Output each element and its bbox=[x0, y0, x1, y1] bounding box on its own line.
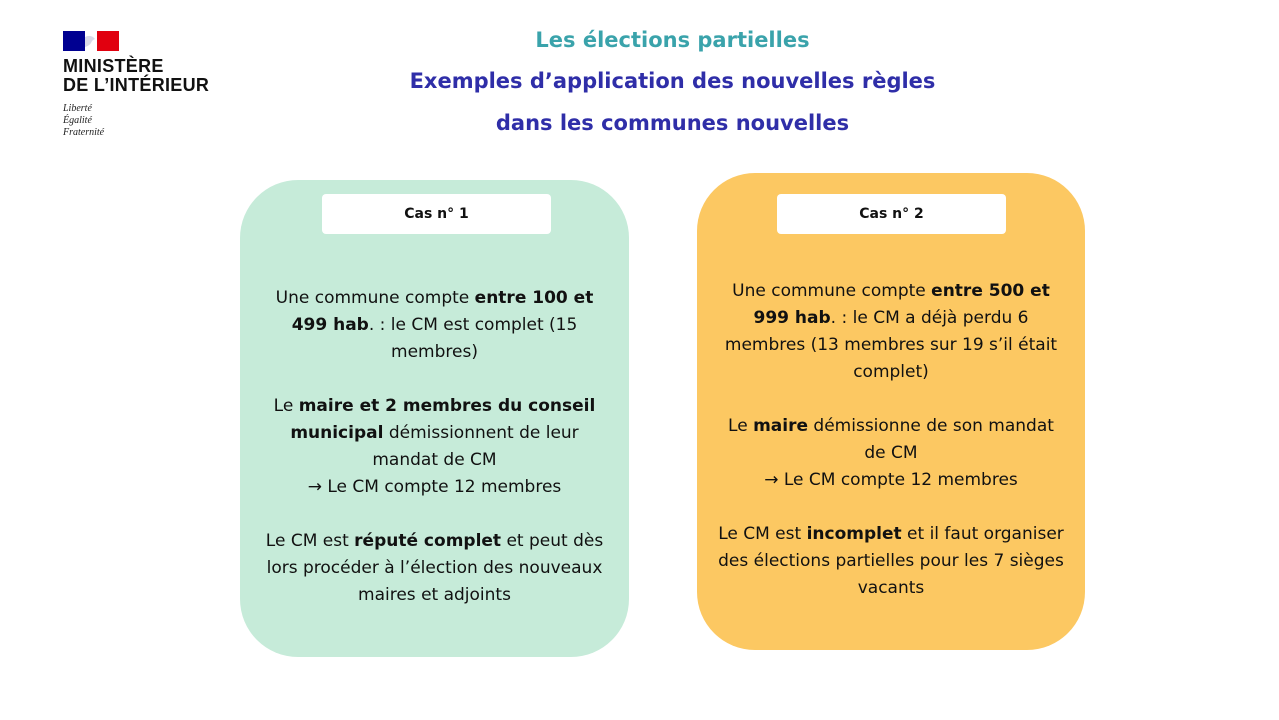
case-1-p1-text: Une commune compte bbox=[275, 288, 475, 308]
case-2-body bbox=[715, 278, 1067, 602]
case-1-paragraph-2 bbox=[258, 393, 611, 501]
ministry-name-line1: MINISTÈRE bbox=[63, 56, 164, 76]
case-1-p2-text-end: démissionnent de leur mandat de CM bbox=[372, 423, 579, 470]
french-flag-icon bbox=[63, 31, 119, 51]
case-2-paragraph-2 bbox=[715, 413, 1067, 494]
case-2-p2-result: Le CM compte 12 membres bbox=[778, 470, 1018, 490]
case-2-p2-text-end: démissionne de son mandat de CM bbox=[808, 416, 1054, 463]
case-2-p2-bold: maire bbox=[753, 416, 809, 436]
case-1-paragraph-3 bbox=[258, 528, 611, 609]
page-title: Les élections partielles bbox=[535, 28, 810, 52]
case-1-p1-bold: entre 100 et 499 hab bbox=[291, 288, 594, 335]
slide-header bbox=[340, 26, 1005, 137]
case-2-label: Cas n° 2 bbox=[777, 194, 1006, 234]
republic-motto bbox=[63, 103, 243, 139]
case-2-p2-text: Le bbox=[728, 416, 754, 436]
ministry-logo bbox=[63, 31, 243, 139]
ministry-name-line2: DE L’INTÉRIEUR bbox=[63, 75, 210, 95]
arrow-right-icon: → bbox=[764, 470, 779, 490]
case-2-card bbox=[697, 173, 1085, 650]
case-1-p2-bold: maire et 2 membres du conseil municipal bbox=[290, 396, 596, 443]
case-2-p1-bold: entre 500 et 999 hab bbox=[753, 281, 1050, 328]
case-1-card bbox=[240, 180, 629, 657]
case-1-body bbox=[258, 285, 611, 609]
page-subtitle-line2: dans les communes nouvelles bbox=[495, 111, 850, 135]
case-2-paragraph-3 bbox=[715, 521, 1067, 602]
case-1-label: Cas n° 1 bbox=[322, 194, 551, 234]
case-2-p3-text: Le CM est bbox=[718, 524, 807, 544]
case-1-p2-result: Le CM compte 12 membres bbox=[321, 477, 562, 497]
case-1-p3-bold: réputé complet bbox=[354, 531, 502, 551]
case-1-p2-text: Le bbox=[273, 396, 299, 416]
ministry-name bbox=[63, 57, 243, 95]
motto-egalite: Égalité bbox=[63, 115, 92, 126]
case-2-p3-text-end: et il faut organiser des élections partielles pour les 7 sièges vacants bbox=[718, 524, 1064, 598]
case-1-p3-text: Le CM est bbox=[265, 531, 355, 551]
case-2-p3-bold: incomplet bbox=[806, 524, 902, 544]
case-2-p1-text: Une commune compte bbox=[732, 281, 932, 301]
case-1-p3-text-end: et peut dès lors procéder à l’élection des nouveaux maires et adjoints bbox=[266, 531, 604, 605]
case-2-p1-text-end: . : le CM a déjà perdu 6 membres (13 membres sur 19 s’il était complet) bbox=[724, 308, 1058, 382]
page-subtitle-line1: Exemples d’application des nouvelles règles bbox=[409, 69, 936, 93]
arrow-right-icon: → bbox=[307, 477, 322, 497]
case-1-paragraph-1 bbox=[258, 285, 611, 366]
motto-liberte: Liberté bbox=[63, 103, 92, 114]
case-1-p1-text-end: . : le CM est complet (15 membres) bbox=[368, 315, 578, 362]
case-2-paragraph-1 bbox=[715, 278, 1067, 386]
motto-fraternite: Fraternité bbox=[63, 127, 105, 138]
